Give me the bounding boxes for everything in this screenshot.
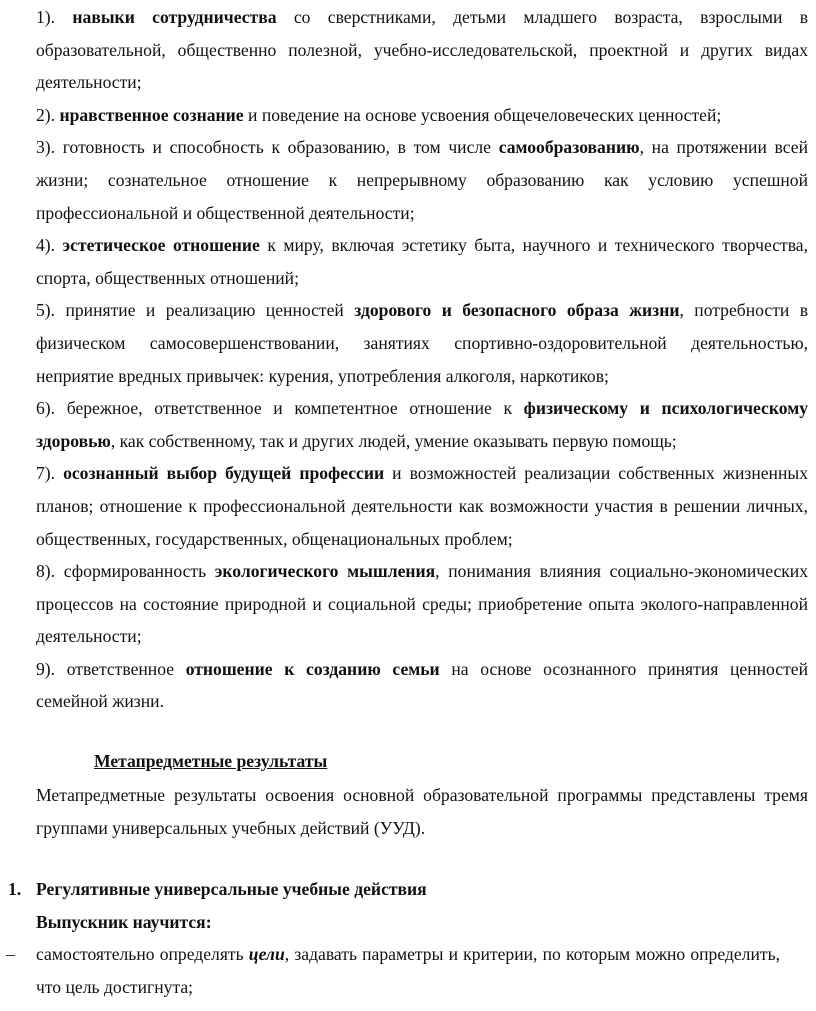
personal-result-item xyxy=(36,99,808,132)
item-key-phrase: физическому и психологическому здоровью xyxy=(36,398,808,451)
personal-result-item xyxy=(36,457,808,555)
item-number: 4). xyxy=(36,235,63,256)
item-text: и поведение на основе усвоения общечеловеческих ценностей; xyxy=(243,104,722,125)
personal-result-item xyxy=(36,229,808,294)
item-text: , понимания влияния социально-экономических процессов на состояние природной и социальной среды; приобретение опыта эколого-направленной деятельности; xyxy=(36,561,809,647)
item-key-phrase: экологического мышления xyxy=(214,561,436,582)
bullet-text-pre: самостоятельно определять xyxy=(36,944,249,965)
item-key-phrase: осознанный выбор будущей профессии xyxy=(63,463,385,484)
meta-intro-wrap xyxy=(36,779,808,844)
regulative-title-line xyxy=(0,873,808,906)
item-text: , на протяжении всей жизни; сознательное отношение к непрерывному образованию как условию успешной профессиональной и общественной деятельности; xyxy=(36,137,808,223)
item-text: сформированность xyxy=(63,561,215,582)
personal-results-list xyxy=(36,0,808,718)
bullet-text xyxy=(36,938,808,1003)
personal-result-item xyxy=(36,555,808,653)
item-text: готовность и способность к образованию, в том числе xyxy=(62,137,499,158)
meta-intro-paragraph: Метапредметные результаты освоения основной образовательной программы представлены тремя группами универсальных учебных действий (УУД). xyxy=(36,785,808,838)
item-number: 5). xyxy=(36,300,66,321)
personal-result-item xyxy=(36,131,808,229)
document-page xyxy=(36,0,808,718)
item-key-phrase: здорового и безопасного образа жизни xyxy=(354,300,680,321)
meta-heading: Метапредметные результаты xyxy=(94,751,328,771)
bullet-text-emphasis: цели xyxy=(248,944,285,965)
personal-result-item xyxy=(36,653,808,718)
regulative-section xyxy=(0,873,808,1003)
item-number: 9). xyxy=(36,658,67,679)
item-key-phrase: навыки сотрудничества xyxy=(72,7,277,27)
bullet-text-post: , задавать параметры и критерии, по которым можно определить, что цель достигнута; xyxy=(36,944,780,997)
meta-heading-wrap xyxy=(94,745,327,778)
graduate-will-learn: Выпускник научится: xyxy=(36,911,212,932)
item-text: принятие и реализацию ценностей xyxy=(65,300,355,321)
item-number: 7). xyxy=(36,463,64,484)
item-text: со сверстниками, детьми младшего возраста, взрослыми в образовательной, общественно полезной, учебно-исследовательской, проектной и других видах деятельности; xyxy=(36,7,809,93)
personal-result-item xyxy=(36,294,808,392)
item-text: ответственное xyxy=(66,658,186,679)
personal-result-item xyxy=(36,1,808,99)
item-number: 6). xyxy=(36,398,67,419)
regulative-title: Регулятивные универсальные учебные действия xyxy=(36,879,427,899)
item-text: бережное, ответственное и компетентное отношение к xyxy=(66,398,524,419)
item-key-phrase: отношение к созданию семьи xyxy=(185,658,440,679)
bullet-dash: – xyxy=(6,944,15,965)
regulative-number: 1. xyxy=(8,879,22,899)
item-number: 8). xyxy=(36,561,64,582)
item-key-phrase: эстетическое отношение xyxy=(62,235,260,256)
item-key-phrase: нравственное сознание xyxy=(59,104,244,125)
personal-result-item xyxy=(36,392,808,457)
item-number: 1). xyxy=(36,7,73,27)
item-text: , как собственному, так и других людей, умение оказывать первую помощь; xyxy=(110,430,677,451)
item-text: , потребности в физическом самосовершенствовании, занятиях спортивно-оздоровительной деятельностью, неприятие вредных привычек: курения, употребления алкоголя, наркотиков; xyxy=(36,300,808,386)
item-text: к миру, включая эстетику быта, научного и технического творчества, спорта, общественных отношений; xyxy=(36,235,808,288)
regulative-bullet xyxy=(0,938,808,1003)
item-text: и возможностей реализации собственных жизненных планов; отношение к профессиональной деятельности как возможности участия в решении личных, общественных, государственных, общенациональных проблем; xyxy=(36,463,808,549)
item-number: 2). xyxy=(36,104,60,125)
item-number: 3). xyxy=(36,137,63,158)
item-text: на основе осознанного принятия ценностей семейной жизни. xyxy=(36,658,808,712)
item-key-phrase: самообразованию xyxy=(498,137,640,158)
